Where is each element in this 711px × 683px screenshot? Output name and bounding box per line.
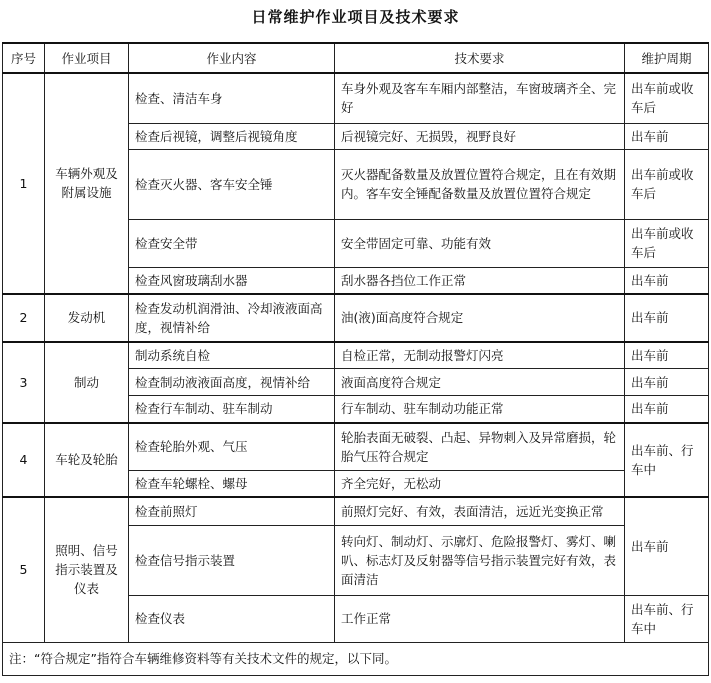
group-item: 照明、信号指示装置及仪表 — [45, 497, 129, 642]
row-content: 检查制动液液面高度，视情补给 — [129, 369, 335, 396]
row-period: 出车前 — [625, 497, 709, 595]
table-row — [3, 342, 709, 369]
row-requirement: 安全带固定可靠、功能有效 — [335, 219, 625, 267]
row-period: 出车前或收车后 — [625, 73, 709, 123]
page-title: 日常维护作业项目及技术要求 — [251, 8, 460, 26]
row-period: 出车前 — [625, 396, 709, 423]
row-period: 出车前或收车后 — [625, 219, 709, 267]
note-row — [3, 642, 709, 675]
row-requirement: 轮胎表面无破裂、凸起、异物刺入及异常磨损，轮胎气压符合规定 — [335, 423, 625, 471]
row-requirement: 前照灯完好、有效，表面清洁，远近光变换正常 — [335, 497, 625, 525]
group-item: 车辆外观及附属设施 — [45, 73, 129, 294]
row-requirement: 油(液)面高度符合规定 — [335, 294, 625, 342]
row-period: 出车前 — [625, 294, 709, 342]
row-content: 检查、清洁车身 — [129, 73, 335, 123]
row-content: 检查前照灯 — [129, 497, 335, 525]
row-requirement: 刮水器各挡位工作正常 — [335, 267, 625, 294]
row-period: 出车前 — [625, 369, 709, 396]
group-item: 发动机 — [45, 294, 129, 342]
row-content: 检查车轮螺栓、螺母 — [129, 471, 335, 498]
table-row — [3, 423, 709, 471]
group-item: 制动 — [45, 342, 129, 423]
row-content: 检查安全带 — [129, 219, 335, 267]
row-content: 制动系统自检 — [129, 342, 335, 369]
row-requirement: 转向灯、制动灯、示廓灯、危险报警灯、雾灯、喇叭、标志灯及反射器等信号指示装置完好有效，表面清洁 — [335, 525, 625, 595]
row-content: 检查轮胎外观、气压 — [129, 423, 335, 471]
table-note: 注：“符合规定”指符合车辆维修资料等有关技术文件的规定，以下同。 — [3, 642, 709, 675]
group-no: 1 — [3, 73, 45, 294]
table-row — [3, 73, 709, 123]
row-content: 检查灭火器、客车安全锤 — [129, 149, 335, 219]
row-content: 检查仪表 — [129, 595, 335, 642]
row-requirement: 行车制动、驻车制动功能正常 — [335, 396, 625, 423]
table-row — [3, 497, 709, 525]
row-requirement: 后视镜完好、无损毁，视野良好 — [335, 123, 625, 149]
row-content: 检查信号指示装置 — [129, 525, 335, 595]
row-period: 出车前、行车中 — [625, 595, 709, 642]
header-requirement: 技术要求 — [335, 43, 625, 73]
row-content: 检查发动机润滑油、冷却液液面高度，视情补给 — [129, 294, 335, 342]
group-item: 车轮及轮胎 — [45, 423, 129, 498]
group-no: 5 — [3, 497, 45, 642]
maintenance-table — [2, 42, 709, 676]
row-requirement: 灭火器配备数量及放置位置符合规定，且在有效期内。客车安全锤配备数量及放置位置符合规定 — [335, 149, 625, 219]
row-period: 出车前 — [625, 342, 709, 369]
header-no: 序号 — [3, 43, 45, 73]
group-no: 2 — [3, 294, 45, 342]
row-requirement: 车身外观及客车车厢内部整洁，车窗玻璃齐全、完好 — [335, 73, 625, 123]
header-item: 作业项目 — [45, 43, 129, 73]
row-period: 出车前或收车后 — [625, 149, 709, 219]
group-no: 3 — [3, 342, 45, 423]
row-requirement: 工作正常 — [335, 595, 625, 642]
row-period: 出车前 — [625, 267, 709, 294]
row-requirement: 自检正常，无制动报警灯闪亮 — [335, 342, 625, 369]
table-row — [3, 294, 709, 342]
header-content: 作业内容 — [129, 43, 335, 73]
table-header-row — [3, 43, 709, 73]
row-period: 出车前 — [625, 123, 709, 149]
header-period: 维护周期 — [625, 43, 709, 73]
row-content: 检查行车制动、驻车制动 — [129, 396, 335, 423]
row-content: 检查风窗玻璃刮水器 — [129, 267, 335, 294]
row-requirement: 齐全完好，无松动 — [335, 471, 625, 498]
row-period: 出车前、行车中 — [625, 423, 709, 498]
group-no: 4 — [3, 423, 45, 498]
row-content: 检查后视镜，调整后视镜角度 — [129, 123, 335, 149]
row-requirement: 液面高度符合规定 — [335, 369, 625, 396]
